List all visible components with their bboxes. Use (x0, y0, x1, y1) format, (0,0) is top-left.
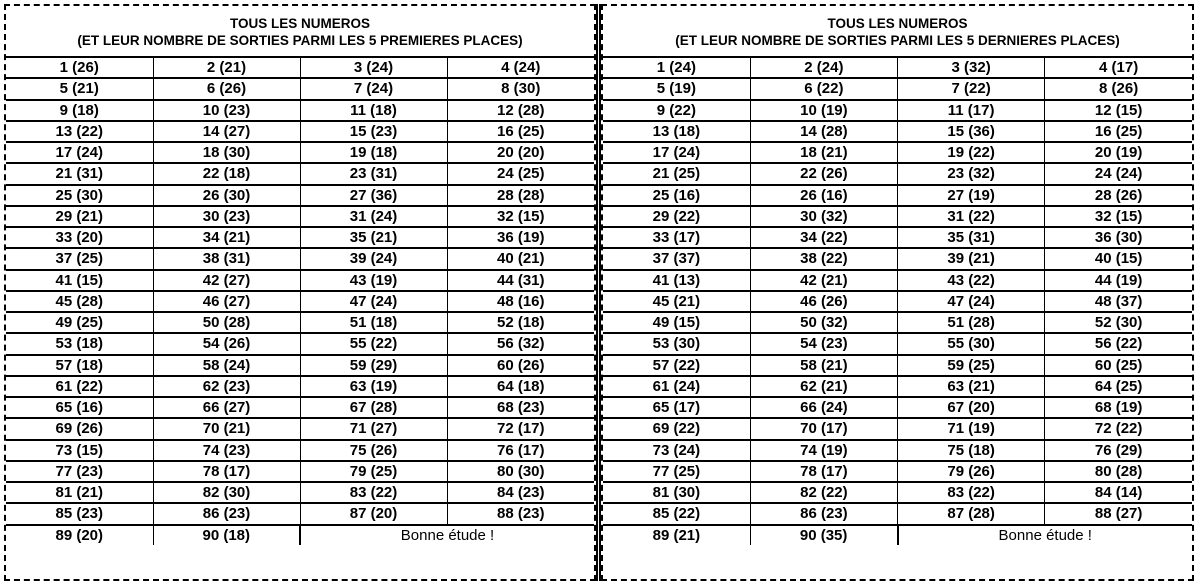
left-panel-subtitle: (ET LEUR NOMBRE DE SORTIES PARMI LES 5 PREMIERES PLACES) (77, 33, 523, 48)
number-cell: 82 (30) (153, 482, 300, 503)
number-cell: 29 (21) (6, 206, 153, 227)
number-cell: 31 (22) (898, 206, 1045, 227)
number-cell: 58 (24) (153, 355, 300, 376)
number-cell: 17 (24) (6, 142, 153, 163)
number-cell: 39 (24) (300, 248, 447, 269)
table-row (603, 227, 1192, 248)
number-cell: 11 (17) (898, 100, 1045, 121)
number-cell: 64 (25) (1045, 376, 1192, 397)
number-cell: 26 (30) (153, 185, 300, 206)
number-cell: 44 (19) (1045, 270, 1192, 291)
number-cell: 84 (14) (1045, 482, 1192, 503)
number-cell: 24 (24) (1045, 163, 1192, 184)
number-cell: 60 (26) (447, 355, 594, 376)
number-cell: 55 (22) (300, 333, 447, 354)
number-cell: 27 (36) (300, 185, 447, 206)
number-cell: 76 (29) (1045, 440, 1192, 461)
number-cell: 50 (28) (153, 312, 300, 333)
number-cell: 65 (16) (6, 397, 153, 418)
table-row (6, 525, 594, 545)
number-cell: 59 (25) (898, 355, 1045, 376)
number-cell: 9 (18) (6, 100, 153, 121)
number-cell: 80 (28) (1045, 461, 1192, 482)
number-cell: 72 (17) (447, 418, 594, 439)
number-cell: 22 (18) (153, 163, 300, 184)
number-cell: 6 (26) (153, 78, 300, 99)
number-cell: 82 (22) (750, 482, 897, 503)
table-row (603, 397, 1192, 418)
number-cell: 21 (31) (6, 163, 153, 184)
number-cell: 28 (28) (447, 185, 594, 206)
number-cell: 74 (23) (153, 440, 300, 461)
table-row (6, 482, 594, 503)
number-cell: 7 (24) (300, 78, 447, 99)
number-cell: 2 (24) (750, 58, 897, 78)
number-cell: 66 (27) (153, 397, 300, 418)
number-cell: 2 (21) (153, 58, 300, 78)
table-row (6, 397, 594, 418)
table-row (6, 376, 594, 397)
number-cell: 10 (23) (153, 100, 300, 121)
number-cell: 63 (21) (898, 376, 1045, 397)
number-cell: 75 (18) (898, 440, 1045, 461)
number-cell: 25 (16) (603, 185, 750, 206)
table-row (6, 503, 594, 524)
table-row (6, 270, 594, 291)
number-cell: 41 (13) (603, 270, 750, 291)
number-cell: 10 (19) (750, 100, 897, 121)
number-cell: 55 (30) (898, 333, 1045, 354)
number-cell: 43 (22) (898, 270, 1045, 291)
number-cell: 13 (22) (6, 121, 153, 142)
number-cell: 38 (31) (153, 248, 300, 269)
number-cell: 15 (36) (898, 121, 1045, 142)
footer-note: Bonne étude ! (898, 525, 1193, 545)
number-cell: 89 (21) (603, 525, 750, 545)
number-cell: 74 (19) (750, 440, 897, 461)
table-row (603, 121, 1192, 142)
table-row (603, 376, 1192, 397)
number-cell: 71 (27) (300, 418, 447, 439)
number-cell: 23 (31) (300, 163, 447, 184)
footer-note: Bonne étude ! (300, 525, 594, 545)
number-cell: 83 (22) (300, 482, 447, 503)
left-panel-header (6, 6, 594, 58)
number-cell: 40 (15) (1045, 248, 1192, 269)
number-cell: 1 (24) (603, 58, 750, 78)
number-cell: 9 (22) (603, 100, 750, 121)
number-cell: 30 (32) (750, 206, 897, 227)
number-cell: 39 (21) (898, 248, 1045, 269)
number-cell: 30 (23) (153, 206, 300, 227)
number-cell: 54 (26) (153, 333, 300, 354)
table-row (6, 291, 594, 312)
number-cell: 56 (32) (447, 333, 594, 354)
number-cell: 63 (19) (300, 376, 447, 397)
number-cell: 42 (27) (153, 270, 300, 291)
table-row (603, 355, 1192, 376)
number-cell: 84 (23) (447, 482, 594, 503)
number-cell: 34 (22) (750, 227, 897, 248)
number-cell: 57 (18) (6, 355, 153, 376)
number-cell: 12 (28) (447, 100, 594, 121)
table-row (603, 206, 1192, 227)
number-cell: 18 (30) (153, 142, 300, 163)
number-cell: 71 (19) (898, 418, 1045, 439)
table-row (603, 440, 1192, 461)
table-row (603, 58, 1192, 78)
number-cell: 3 (32) (898, 58, 1045, 78)
table-row (603, 333, 1192, 354)
table-row (6, 78, 594, 99)
number-cell: 26 (16) (750, 185, 897, 206)
number-cell: 76 (17) (447, 440, 594, 461)
number-cell: 18 (21) (750, 142, 897, 163)
table-row (603, 525, 1192, 545)
table-row (603, 418, 1192, 439)
table-row (603, 291, 1192, 312)
number-cell: 49 (15) (603, 312, 750, 333)
number-cell: 81 (21) (6, 482, 153, 503)
table-row (6, 248, 594, 269)
number-cell: 62 (23) (153, 376, 300, 397)
number-cell: 14 (27) (153, 121, 300, 142)
number-cell: 23 (32) (898, 163, 1045, 184)
number-cell: 60 (25) (1045, 355, 1192, 376)
number-cell: 44 (31) (447, 270, 594, 291)
number-cell: 46 (26) (750, 291, 897, 312)
right-panel-title: TOUS LES NUMEROS (827, 16, 968, 31)
table-row (603, 248, 1192, 269)
number-cell: 73 (24) (603, 440, 750, 461)
number-cell: 37 (25) (6, 248, 153, 269)
number-cell: 5 (19) (603, 78, 750, 99)
number-cell: 61 (24) (603, 376, 750, 397)
number-cell: 46 (27) (153, 291, 300, 312)
left-panel (4, 4, 596, 581)
number-cell: 90 (18) (153, 525, 300, 545)
number-cell: 53 (18) (6, 333, 153, 354)
number-cell: 83 (22) (898, 482, 1045, 503)
number-cell: 72 (22) (1045, 418, 1192, 439)
number-cell: 27 (19) (898, 185, 1045, 206)
left-numbers-table (6, 58, 594, 545)
number-cell: 79 (26) (898, 461, 1045, 482)
number-cell: 6 (22) (750, 78, 897, 99)
table-row (603, 503, 1192, 524)
table-row (6, 355, 594, 376)
number-cell: 48 (37) (1045, 291, 1192, 312)
number-cell: 69 (26) (6, 418, 153, 439)
number-cell: 4 (24) (447, 58, 594, 78)
number-cell: 49 (25) (6, 312, 153, 333)
number-cell: 65 (17) (603, 397, 750, 418)
number-cell: 15 (23) (300, 121, 447, 142)
number-cell: 85 (23) (6, 503, 153, 524)
number-cell: 20 (20) (447, 142, 594, 163)
number-cell: 16 (25) (1045, 121, 1192, 142)
number-cell: 88 (27) (1045, 503, 1192, 524)
number-cell: 68 (19) (1045, 397, 1192, 418)
number-cell: 13 (18) (603, 121, 750, 142)
right-panel-header (603, 6, 1192, 58)
number-cell: 45 (21) (603, 291, 750, 312)
number-cell: 56 (22) (1045, 333, 1192, 354)
number-cell: 64 (18) (447, 376, 594, 397)
number-cell: 31 (24) (300, 206, 447, 227)
number-cell: 86 (23) (750, 503, 897, 524)
number-cell: 19 (18) (300, 142, 447, 163)
number-cell: 3 (24) (300, 58, 447, 78)
number-cell: 34 (21) (153, 227, 300, 248)
left-panel-title: TOUS LES NUMEROS (229, 16, 371, 31)
number-cell: 61 (22) (6, 376, 153, 397)
table-row (6, 312, 594, 333)
number-cell: 19 (22) (898, 142, 1045, 163)
number-cell: 5 (21) (6, 78, 153, 99)
table-row (6, 142, 594, 163)
number-cell: 86 (23) (153, 503, 300, 524)
number-cell: 35 (31) (898, 227, 1045, 248)
number-cell: 47 (24) (300, 291, 447, 312)
number-cell: 78 (17) (153, 461, 300, 482)
number-cell: 78 (17) (750, 461, 897, 482)
table-row (6, 100, 594, 121)
number-cell: 20 (19) (1045, 142, 1192, 163)
number-cell: 45 (28) (6, 291, 153, 312)
number-cell: 43 (19) (300, 270, 447, 291)
number-cell: 1 (26) (6, 58, 153, 78)
number-cell: 33 (20) (6, 227, 153, 248)
number-cell: 17 (24) (603, 142, 750, 163)
number-cell: 11 (18) (300, 100, 447, 121)
table-row (6, 206, 594, 227)
number-cell: 80 (30) (447, 461, 594, 482)
right-numbers-table (603, 58, 1192, 545)
number-cell: 22 (26) (750, 163, 897, 184)
number-cell: 35 (21) (300, 227, 447, 248)
table-row (603, 100, 1192, 121)
table-row (603, 482, 1192, 503)
number-cell: 57 (22) (603, 355, 750, 376)
number-cell: 59 (29) (300, 355, 447, 376)
table-row (6, 418, 594, 439)
number-cell: 88 (23) (447, 503, 594, 524)
number-cell: 58 (21) (750, 355, 897, 376)
number-cell: 70 (17) (750, 418, 897, 439)
number-cell: 21 (25) (603, 163, 750, 184)
table-row (6, 440, 594, 461)
number-cell: 77 (23) (6, 461, 153, 482)
number-cell: 70 (21) (153, 418, 300, 439)
number-cell: 47 (24) (898, 291, 1045, 312)
number-cell: 77 (25) (603, 461, 750, 482)
table-row (603, 270, 1192, 291)
table-row (603, 163, 1192, 184)
number-cell: 32 (15) (447, 206, 594, 227)
number-cell: 16 (25) (447, 121, 594, 142)
table-row (603, 78, 1192, 99)
table-row (6, 185, 594, 206)
table-row (6, 461, 594, 482)
number-cell: 69 (22) (603, 418, 750, 439)
number-cell: 24 (25) (447, 163, 594, 184)
number-cell: 68 (23) (447, 397, 594, 418)
table-row (6, 58, 594, 78)
number-cell: 79 (25) (300, 461, 447, 482)
number-cell: 7 (22) (898, 78, 1045, 99)
right-panel (601, 4, 1194, 581)
table-row (603, 142, 1192, 163)
number-cell: 33 (17) (603, 227, 750, 248)
number-cell: 8 (30) (447, 78, 594, 99)
number-cell: 90 (35) (750, 525, 897, 545)
number-cell: 36 (19) (447, 227, 594, 248)
number-cell: 37 (37) (603, 248, 750, 269)
number-cell: 32 (15) (1045, 206, 1192, 227)
number-cell: 81 (30) (603, 482, 750, 503)
table-row (6, 163, 594, 184)
number-cell: 51 (28) (898, 312, 1045, 333)
number-cell: 8 (26) (1045, 78, 1192, 99)
number-cell: 28 (26) (1045, 185, 1192, 206)
table-row (603, 312, 1192, 333)
number-cell: 53 (30) (603, 333, 750, 354)
number-cell: 50 (32) (750, 312, 897, 333)
right-panel-subtitle: (ET LEUR NOMBRE DE SORTIES PARMI LES 5 DERNIERES PLACES) (675, 33, 1120, 48)
number-cell: 48 (16) (447, 291, 594, 312)
number-cell: 36 (30) (1045, 227, 1192, 248)
number-cell: 89 (20) (6, 525, 153, 545)
number-cell: 29 (22) (603, 206, 750, 227)
number-cell: 14 (28) (750, 121, 897, 142)
number-cell: 87 (28) (898, 503, 1045, 524)
number-cell: 25 (30) (6, 185, 153, 206)
number-cell: 52 (30) (1045, 312, 1192, 333)
table-row (6, 333, 594, 354)
table-row (603, 185, 1192, 206)
number-cell: 67 (28) (300, 397, 447, 418)
number-cell: 38 (22) (750, 248, 897, 269)
number-cell: 12 (15) (1045, 100, 1192, 121)
number-cell: 40 (21) (447, 248, 594, 269)
number-cell: 54 (23) (750, 333, 897, 354)
table-row (6, 121, 594, 142)
number-cell: 85 (22) (603, 503, 750, 524)
number-cell: 67 (20) (898, 397, 1045, 418)
number-cell: 51 (18) (300, 312, 447, 333)
number-cell: 75 (26) (300, 440, 447, 461)
number-cell: 42 (21) (750, 270, 897, 291)
number-cell: 4 (17) (1045, 58, 1192, 78)
number-cell: 62 (21) (750, 376, 897, 397)
number-cell: 73 (15) (6, 440, 153, 461)
number-cell: 87 (20) (300, 503, 447, 524)
table-row (6, 227, 594, 248)
number-cell: 52 (18) (447, 312, 594, 333)
number-cell: 66 (24) (750, 397, 897, 418)
number-cell: 41 (15) (6, 270, 153, 291)
table-row (603, 461, 1192, 482)
